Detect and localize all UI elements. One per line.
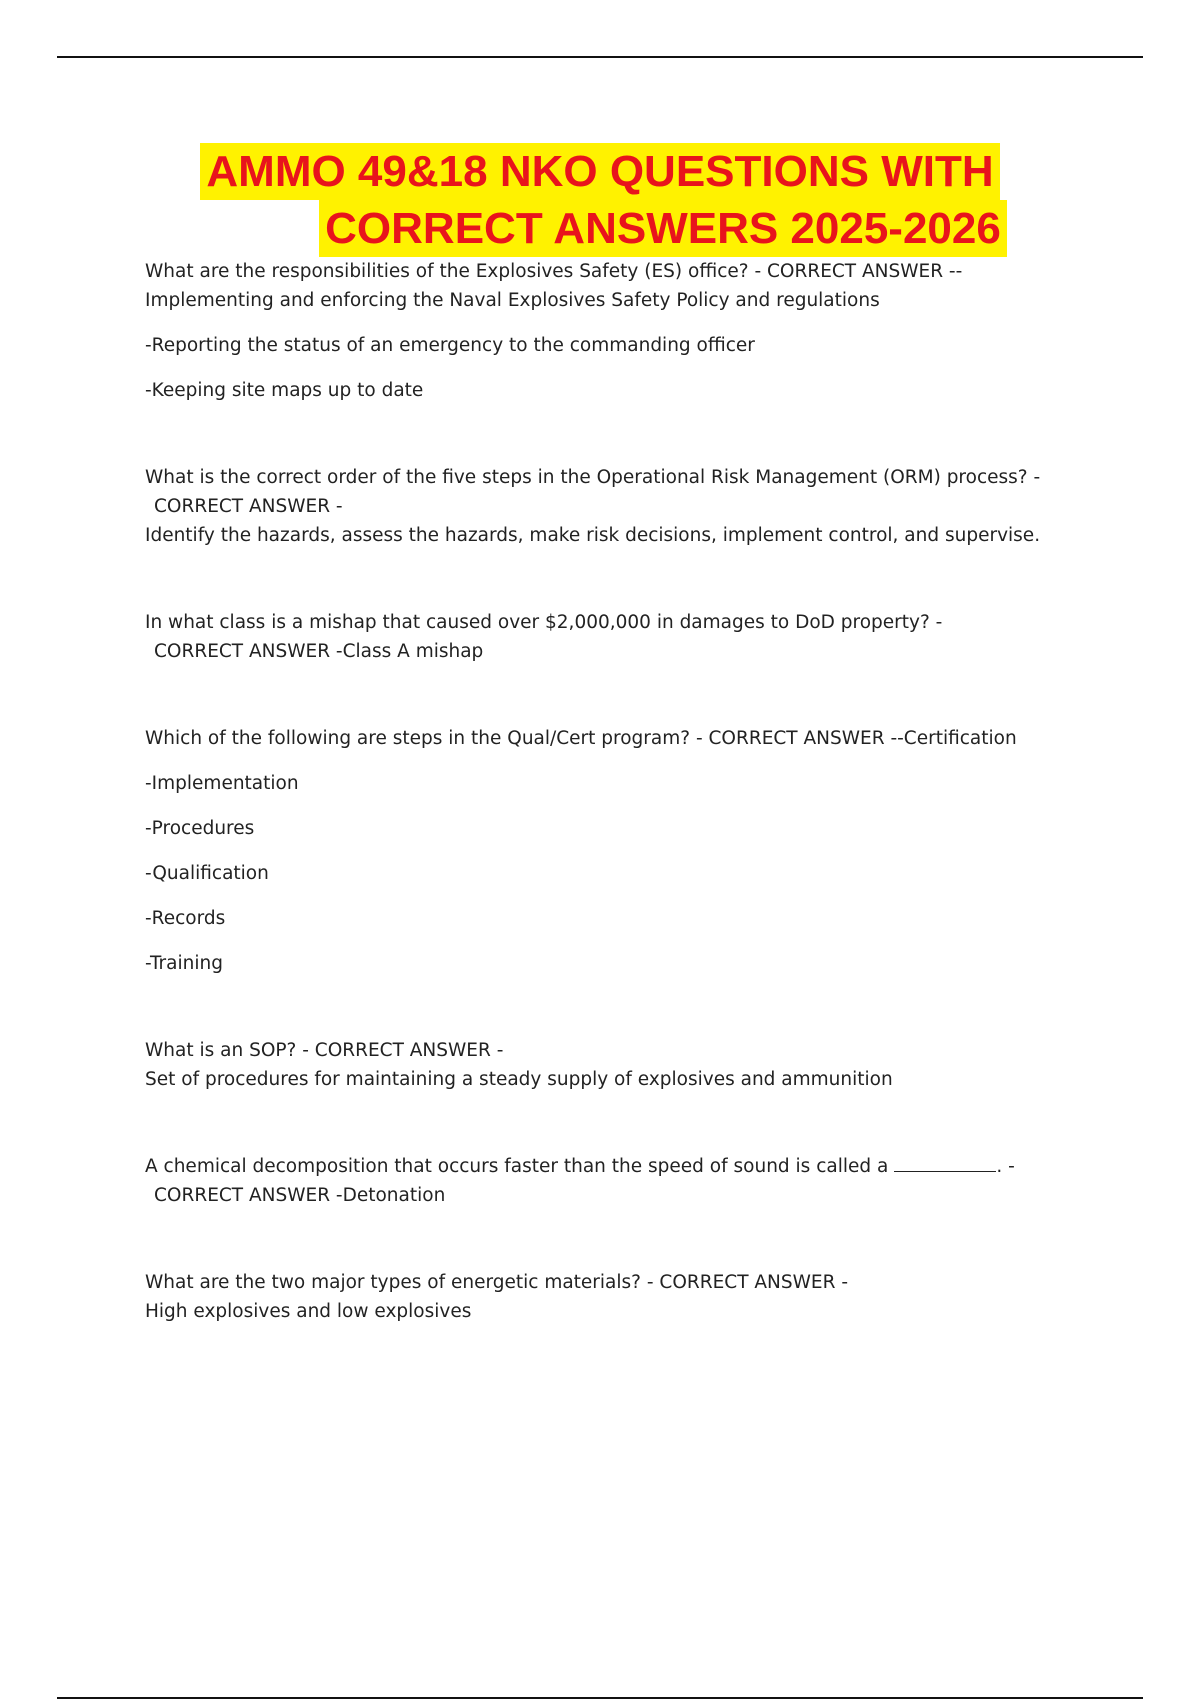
- answer-4-item-2: -Procedures: [145, 818, 255, 839]
- answer-2: Identify the hazards, assess the hazards, make risk decisions, implement control, and supervise.: [145, 525, 1041, 546]
- title-line-1: AMMO 49&18 NKO QUESTIONS WITH: [200, 143, 999, 200]
- footer-rule: [57, 1697, 1143, 1699]
- answer-4-item-5: -Training: [145, 953, 223, 974]
- qa-block-2: [145, 463, 1105, 550]
- qa-block-6: [145, 1152, 1105, 1210]
- answer-5: Set of procedures for maintaining a steady supply of explosives and ammunition: [145, 1069, 893, 1090]
- question-4: Which of the following are steps in the Qual/Cert program? - CORRECT ANSWER --Certification: [145, 728, 1017, 749]
- answer-7: High explosives and low explosives: [145, 1301, 472, 1322]
- question-1: What are the responsibilities of the Explosives Safety (ES) office? - CORRECT ANSWER --: [145, 261, 963, 282]
- answer-4-item-1: -Implementation: [145, 773, 299, 794]
- title-line-2: CORRECT ANSWERS 2025-2026: [319, 200, 1007, 257]
- answer-4-item-4: -Records: [145, 908, 226, 929]
- fill-in-blank: [894, 1153, 996, 1172]
- answer-6: CORRECT ANSWER -Detonation: [154, 1185, 446, 1206]
- qa-block-5: [145, 1036, 1105, 1094]
- question-3: In what class is a mishap that caused over $2,000,000 in damages to DoD property? -: [145, 612, 943, 633]
- qa-block-7: [145, 1268, 1105, 1326]
- qa-content: [145, 257, 1105, 1326]
- answer-1: Implementing and enforcing the Naval Explosives Safety Policy and regulations: [145, 290, 880, 311]
- question-6: [145, 1152, 1105, 1181]
- answer-2-label: CORRECT ANSWER -: [154, 496, 343, 517]
- document-title: [60, 143, 1140, 257]
- qa-block-3: [145, 608, 1105, 666]
- question-6-suffix: . -: [996, 1156, 1015, 1177]
- qa-block-4: [145, 724, 1105, 978]
- answer-1-item-2: -Keeping site maps up to date: [145, 380, 424, 401]
- qa-block-1: [145, 257, 1105, 405]
- question-7: What are the two major types of energetic materials? - CORRECT ANSWER -: [145, 1272, 849, 1293]
- question-6-text: A chemical decomposition that occurs faster than the speed of sound is called a: [145, 1156, 889, 1177]
- question-2: What is the correct order of the five steps in the Operational Risk Management (ORM) process? -: [145, 467, 1041, 488]
- answer-1-item-1: -Reporting the status of an emergency to the commanding officer: [145, 335, 755, 356]
- answer-3: CORRECT ANSWER -Class A mishap: [154, 641, 484, 662]
- question-5: What is an SOP? - CORRECT ANSWER -: [145, 1040, 504, 1061]
- header-rule: [57, 56, 1143, 58]
- answer-4-item-3: -Qualification: [145, 863, 269, 884]
